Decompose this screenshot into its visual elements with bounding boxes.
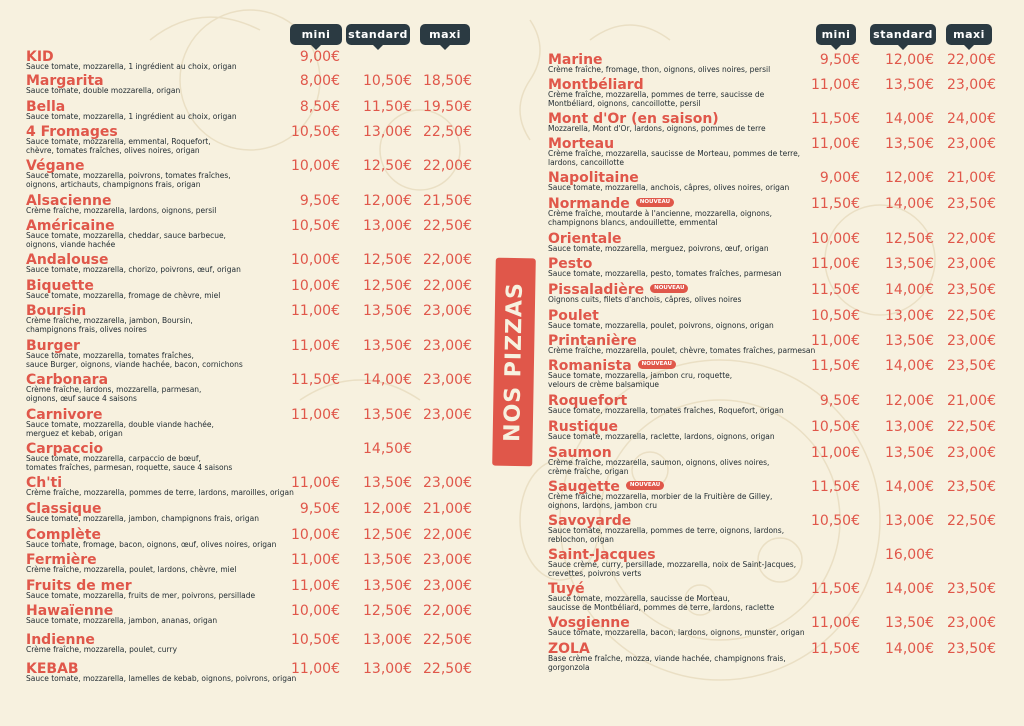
price-mini: 9,00€ (819, 170, 860, 186)
price-maxi: 24,00€ (947, 111, 996, 127)
pizza-name-text: Mont d'Or (en saison) (548, 111, 719, 127)
price-mini: 10,00€ (291, 278, 340, 294)
price-mini: 11,00€ (291, 552, 340, 568)
price-standard: 12,00€ (885, 170, 934, 186)
price-mini: 9,50€ (299, 501, 340, 517)
price-standard: 14,00€ (885, 196, 934, 212)
pizza-description: Sauce tomate, mozzarella, lamelles de kebab, oignons, poivrons, origan (26, 674, 297, 683)
pizza-name-text: Fermière (26, 552, 97, 568)
pizza-description: Crème fraîche, mozzarella, poulet, lardons, chèvre, miel (26, 565, 237, 574)
price-mini: 10,50€ (291, 124, 340, 140)
price-mini: 11,00€ (291, 303, 340, 319)
pizza-description: Crème fraîche, lardons, mozzarella, parmesan, oignons, œuf sauce 4 saisons (26, 385, 202, 403)
pizza-description: Sauce tomate, mozzarella, fromage de chèvre, miel (26, 291, 221, 300)
pizza-description: Sauce tomate, mozzarella, poulet, poivrons, oignons, origan (548, 321, 774, 330)
price-maxi: 23,00€ (947, 136, 996, 152)
pizza-name-text: Printanière (548, 333, 637, 349)
pizza-description: Sauce tomate, mozzarella, poivrons, tomates fraîches, oignons, artichauts, champignons frais, origan (26, 171, 231, 189)
pizza-description: Sauce tomate, mozzarella, 1 ingrédient au choix, origan (26, 62, 237, 71)
pizza-name-text: Rustique (548, 419, 619, 435)
price-mini: 10,00€ (291, 527, 340, 543)
price-maxi: 23,00€ (947, 77, 996, 93)
header-maxi-right: maxi (946, 24, 992, 45)
price-maxi: 23,50€ (947, 196, 996, 212)
price-maxi: 23,00€ (423, 407, 472, 423)
price-standard: 13,00€ (363, 218, 412, 234)
price-maxi: 23,50€ (947, 641, 996, 657)
price-mini: 11,50€ (811, 282, 860, 298)
price-mini: 11,00€ (291, 338, 340, 354)
price-standard: 14,00€ (885, 358, 934, 374)
pizza-description: Sauce tomate, mozzarella, carpaccio de bœuf, tomates fraîches, parmesan, roquette, sauce 4 saisons (26, 454, 233, 472)
price-standard: 12,50€ (363, 252, 412, 268)
price-mini: 10,50€ (811, 308, 860, 324)
price-mini: 11,50€ (291, 372, 340, 388)
pizza-description: Crème fraîche, moutarde à l'ancienne, mozzarella, oignons, champignons blancs, andouillette, emmental (548, 209, 773, 227)
new-badge: NOUVEAU (626, 481, 664, 490)
price-maxi: 22,00€ (423, 252, 472, 268)
pizza-description: Sauce tomate, mozzarella, raclette, lardons, oignons, origan (548, 432, 775, 441)
price-maxi: 22,50€ (947, 419, 996, 435)
new-badge: NOUVEAU (638, 360, 676, 369)
pizza-description: Oignons cuits, filets d'anchois, câpres, olives noires (548, 295, 742, 304)
price-maxi: 23,00€ (423, 475, 472, 491)
price-mini: 11,50€ (811, 111, 860, 127)
price-standard: 11,50€ (363, 99, 412, 115)
price-maxi: 22,00€ (423, 603, 472, 619)
price-mini: 8,00€ (299, 73, 340, 89)
price-maxi: 23,50€ (947, 479, 996, 495)
price-standard: 12,50€ (363, 158, 412, 174)
price-mini: 9,00€ (299, 49, 340, 65)
price-maxi: 23,50€ (947, 282, 996, 298)
price-mini: 11,50€ (811, 196, 860, 212)
price-standard: 13,00€ (885, 419, 934, 435)
price-standard: 13,00€ (363, 632, 412, 648)
price-standard: 13,00€ (885, 513, 934, 529)
price-maxi: 22,50€ (423, 661, 472, 677)
price-maxi: 23,00€ (423, 303, 472, 319)
price-mini: 11,00€ (811, 136, 860, 152)
price-mini: 11,50€ (811, 479, 860, 495)
pizza-description: Sauce tomate, mozzarella, 1 ingrédient au choix, origan (26, 112, 237, 121)
pizza-description: Crème fraîche, mozzarella, morbier de la Fruitière de Gilley, oignons, lardons, jambon cru (548, 492, 773, 510)
price-mini: 11,00€ (291, 475, 340, 491)
price-maxi: 23,00€ (947, 333, 996, 349)
pizza-description: Sauce tomate, mozzarella, pesto, tomates fraîches, parmesan (548, 269, 782, 278)
pizza-name-text: Saint-Jacques (548, 547, 656, 563)
price-mini: 9,50€ (819, 52, 860, 68)
pizza-description: Sauce tomate, mozzarella, chorizo, poivrons, œuf, origan (26, 265, 241, 274)
pizza-name-text: KEBAB (26, 661, 79, 677)
pizza-description: Sauce tomate, mozzarella, bacon, lardons, oignons, munster, origan (548, 628, 805, 637)
pizza-name-text: Hawaïenne (26, 603, 114, 619)
pizza-name-text: Classique (26, 501, 102, 517)
price-standard: 14,00€ (885, 641, 934, 657)
price-maxi: 22,00€ (947, 52, 996, 68)
pizza-name-text: Saumon (548, 445, 612, 461)
pizza-name-text: Marine (548, 52, 603, 68)
nos-pizzas-banner (492, 258, 536, 467)
pizza-name-text: Carnivore (26, 407, 103, 423)
pizza-name-text: Carpaccio (26, 441, 104, 457)
price-maxi: 18,50€ (423, 73, 472, 89)
price-maxi: 22,50€ (947, 513, 996, 529)
pizza-name-text: Montbéliard (548, 77, 644, 93)
new-badge: NOUVEAU (636, 198, 674, 207)
price-mini: 9,50€ (819, 393, 860, 409)
pizza-description: Crème fraîche, mozzarella, pommes de terre, saucisse de Montbéliard, oignons, cancoillotte, persil (548, 90, 765, 108)
header-standard-right: standard (870, 24, 936, 45)
pizza-description: Crème fraîche, mozzarella, pommes de terre, lardons, maroilles, origan (26, 488, 294, 497)
price-standard: 13,50€ (885, 136, 934, 152)
price-standard: 14,00€ (885, 282, 934, 298)
price-standard: 12,00€ (363, 193, 412, 209)
pizza-name-text: Savoyarde (548, 513, 632, 529)
price-maxi: 23,00€ (423, 338, 472, 354)
pizza-name-text: Bella (26, 99, 66, 115)
price-standard: 14,00€ (885, 111, 934, 127)
price-maxi: 23,00€ (423, 372, 472, 388)
price-mini: 10,50€ (811, 419, 860, 435)
pizza-name-text: Complète (26, 527, 101, 543)
price-mini: 10,50€ (291, 218, 340, 234)
pizza-description: Sauce tomate, mozzarella, jambon cru, roquette, velours de crème balsamique (548, 371, 733, 389)
pizza-name-text: Indienne (26, 632, 95, 648)
price-mini: 11,50€ (811, 641, 860, 657)
price-maxi: 22,50€ (947, 308, 996, 324)
pizza-description: Sauce tomate, mozzarella, fruits de mer, poivrons, persillade (26, 591, 256, 600)
pizza-name-text: Carbonara (26, 372, 109, 388)
price-mini: 10,00€ (291, 158, 340, 174)
price-mini: 11,00€ (291, 661, 340, 677)
price-standard: 13,00€ (885, 308, 934, 324)
header-standard-left: standard (346, 24, 410, 45)
price-mini: 10,00€ (291, 603, 340, 619)
price-maxi: 23,00€ (947, 615, 996, 631)
header-maxi-left: maxi (420, 24, 470, 45)
price-standard: 12,50€ (363, 527, 412, 543)
pizza-description: Sauce tomate, double mozzarella, origan (26, 86, 181, 95)
price-standard: 13,50€ (363, 578, 412, 594)
price-maxi: 22,00€ (423, 527, 472, 543)
pizza-description: Mozzarella, Mont d'Or, lardons, oignons, pommes de terre (548, 124, 766, 133)
price-standard: 13,50€ (363, 552, 412, 568)
price-standard: 13,50€ (885, 77, 934, 93)
price-standard: 10,50€ (363, 73, 412, 89)
pizza-description: Crème fraîche, mozzarella, lardons, oignons, persil (26, 206, 217, 215)
pizza-name-text: KID (26, 49, 54, 65)
pizza-name-text: Boursin (26, 303, 87, 319)
pizza-name-text: ZOLA (548, 641, 590, 657)
pizza-name-text: Végane (26, 158, 85, 174)
pizza-description: Sauce tomate, fromage, bacon, oignons, œuf, olives noires, origan (26, 540, 277, 549)
pizza-description: Sauce tomate, mozzarella, emmental, Roquefort, chèvre, tomates fraîches, olives noires, origan (26, 137, 211, 155)
pizza-name-text: Américaine (26, 218, 115, 234)
pizza-name-text: Biquette (26, 278, 94, 294)
price-maxi: 22,00€ (423, 158, 472, 174)
pizza-name-text: Saugette (548, 479, 620, 495)
price-maxi: 21,50€ (423, 193, 472, 209)
price-maxi: 19,50€ (423, 99, 472, 115)
pizza-name-text: Roquefort (548, 393, 628, 409)
price-standard: 12,50€ (363, 603, 412, 619)
price-standard: 13,50€ (363, 303, 412, 319)
price-mini: 10,50€ (811, 513, 860, 529)
pizza-description: Sauce tomate, mozzarella, tomates fraîches, sauce Burger, oignons, viande hachée, bacon, cornichons (26, 351, 243, 369)
price-maxi: 23,00€ (423, 578, 472, 594)
pizza-name-text: Burger (26, 338, 80, 354)
price-mini: 11,50€ (811, 358, 860, 374)
price-maxi: 21,00€ (423, 501, 472, 517)
price-standard: 14,00€ (885, 581, 934, 597)
pizza-description: Sauce tomate, mozzarella, anchois, câpres, olives noires, origan (548, 183, 790, 192)
price-standard: 13,50€ (885, 256, 934, 272)
pizza-description: Sauce tomate, mozzarella, merguez, poivrons, œuf, origan (548, 244, 769, 253)
price-mini: 11,50€ (811, 581, 860, 597)
price-standard: 12,50€ (363, 278, 412, 294)
price-standard: 16,00€ (885, 547, 934, 563)
price-standard: 13,50€ (885, 615, 934, 631)
price-standard: 13,50€ (885, 333, 934, 349)
price-standard: 13,50€ (363, 475, 412, 491)
price-mini: 11,00€ (811, 615, 860, 631)
header-mini-left: mini (290, 24, 342, 45)
price-maxi: 21,00€ (947, 170, 996, 186)
pizza-description: Sauce crème, curry, persillade, mozzarella, noix de Saint-Jacques, crevettes, poivrons verts (548, 560, 797, 578)
price-standard: 14,00€ (363, 372, 412, 388)
pizza-description: Sauce tomate, mozzarella, double viande hachée, merguez et kebab, origan (26, 420, 214, 438)
pizza-name-text: Normande (548, 196, 630, 212)
new-badge: NOUVEAU (650, 284, 688, 293)
pizza-name-text: Ch'ti (26, 475, 63, 491)
price-standard: 12,00€ (885, 52, 934, 68)
pizza-description: Sauce tomate, mozzarella, saucisse de Morteau, saucisse de Montbéliard, pommes de terre, lardons, raclette (548, 594, 775, 612)
price-maxi: 23,00€ (947, 445, 996, 461)
price-standard: 13,50€ (885, 445, 934, 461)
price-maxi: 23,00€ (947, 256, 996, 272)
pizza-description: Sauce tomate, mozzarella, jambon, ananas, origan (26, 616, 218, 625)
pizza-description: Sauce tomate, mozzarella, cheddar, sauce barbecue, oignons, viande hachée (26, 231, 226, 249)
pizza-description: Crème fraîche, mozzarella, saumon, oignons, olives noires, crème fraîche, origan (548, 458, 770, 476)
price-standard: 12,00€ (885, 393, 934, 409)
pizza-description: Crème fraîche, mozzarella, jambon, Boursin, champignons frais, olives noires (26, 316, 193, 334)
pizza-description: Sauce tomate, mozzarella, tomates fraîches, Roquefort, origan (548, 406, 784, 415)
pizza-name-text: Vosgienne (548, 615, 630, 631)
header-mini-right: mini (816, 24, 856, 45)
price-standard: 14,00€ (885, 479, 934, 495)
pizza-name-text: Pesto (548, 256, 593, 272)
pizza-description: Crème fraîche, fromage, thon, oignons, olives noires, persil (548, 65, 771, 74)
banner-title: NOS PIZZAS (500, 281, 528, 443)
pizza-name-text: Orientale (548, 231, 622, 247)
pizza-name-text: Morteau (548, 136, 615, 152)
price-mini: 10,00€ (811, 231, 860, 247)
price-standard: 13,50€ (363, 407, 412, 423)
price-mini: 11,00€ (811, 77, 860, 93)
price-standard: 13,00€ (363, 124, 412, 140)
price-standard: 12,00€ (363, 501, 412, 517)
pizza-name-text: Napolitaine (548, 170, 639, 186)
price-maxi: 21,00€ (947, 393, 996, 409)
price-standard: 14,50€ (363, 441, 412, 457)
pizza-name-text: Alsacienne (26, 193, 112, 209)
price-maxi: 23,50€ (947, 358, 996, 374)
price-maxi: 22,50€ (423, 124, 472, 140)
price-mini: 11,00€ (811, 445, 860, 461)
price-standard: 13,50€ (363, 338, 412, 354)
price-mini: 8,50€ (299, 99, 340, 115)
price-maxi: 22,00€ (947, 231, 996, 247)
price-maxi: 22,50€ (423, 632, 472, 648)
price-mini: 9,50€ (299, 193, 340, 209)
price-mini: 11,00€ (291, 578, 340, 594)
price-mini: 11,00€ (291, 407, 340, 423)
price-standard: 13,00€ (363, 661, 412, 677)
pizza-name-text: Pissaladière (548, 282, 645, 298)
price-maxi: 23,00€ (423, 552, 472, 568)
pizza-name-text: Tuyé (548, 581, 585, 597)
pizza-description: Crème fraîche, mozzarella, poulet, curry (26, 645, 178, 654)
pizza-name-text: Romanista (548, 358, 632, 374)
pizza-description: Crème fraîche, mozzarella, saucisse de Morteau, pommes de terre, lardons, cancoillotte (548, 149, 801, 167)
pizza-name-text: Margarita (26, 73, 104, 89)
price-mini: 10,00€ (291, 252, 340, 268)
price-maxi: 23,50€ (947, 581, 996, 597)
price-mini: 11,00€ (811, 333, 860, 349)
pizza-name-text: Andalouse (26, 252, 109, 268)
pizza-name-text: Fruits de mer (26, 578, 132, 594)
pizza-name-text: 4 Fromages (26, 124, 118, 140)
price-mini: 10,50€ (291, 632, 340, 648)
price-mini: 11,00€ (811, 256, 860, 272)
pizza-description: Sauce tomate, mozzarella, pommes de terre, oignons, lardons, reblochon, origan (548, 526, 785, 544)
pizza-description: Crème fraîche, mozzarella, poulet, chèvre, tomates fraîches, parmesan (548, 346, 816, 355)
price-maxi: 22,50€ (423, 218, 472, 234)
price-maxi: 22,00€ (423, 278, 472, 294)
pizza-description: Sauce tomate, mozzarella, jambon, champignons frais, origan (26, 514, 259, 523)
pizza-name-text: Poulet (548, 308, 599, 324)
price-standard: 12,50€ (885, 231, 934, 247)
pizza-description: Base crème fraîche, mozza, viande hachée, champignons frais, gorgonzola (548, 654, 786, 672)
